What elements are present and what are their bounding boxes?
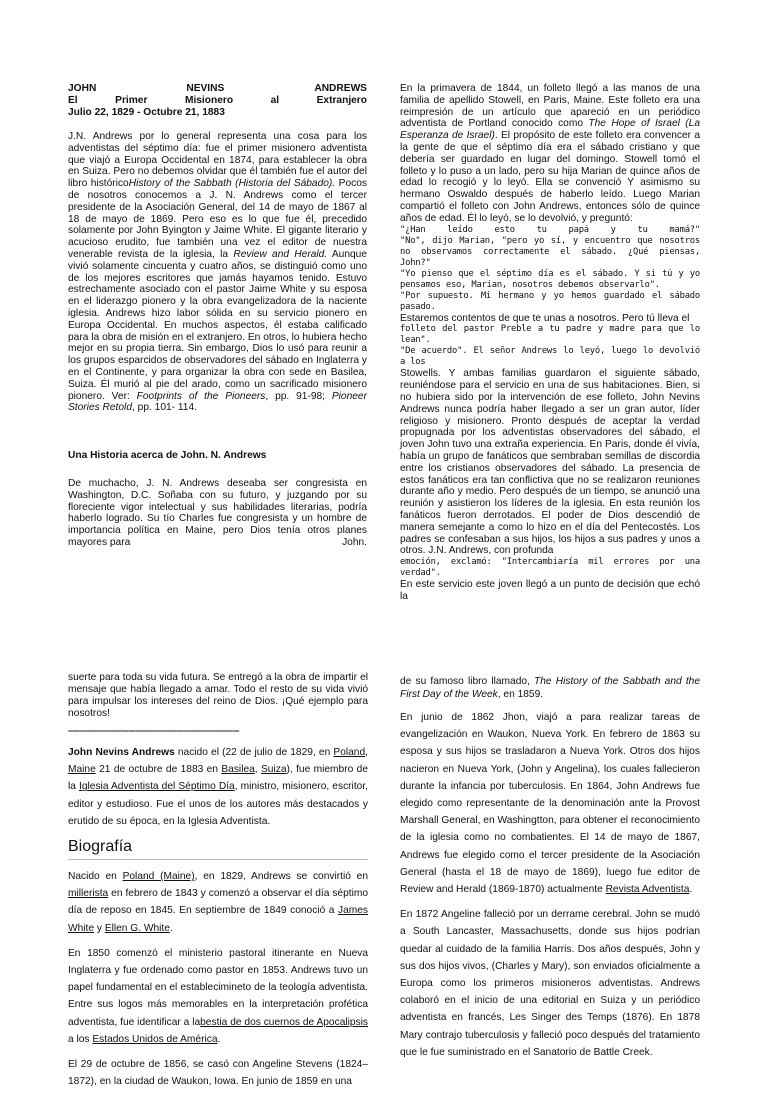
wiki-intro: John Nevins Andrews nacido el (22 de julio de 1829, en Poland, Maine 21 de octubre de 1883 en Basilea, Suiza), fue miembro de la Iglesia Adventista del Séptimo Día, ministro, misionero, escritor, editor y estudioso. Fue el unos de los autores más destacados y erutido de su época, en la Iglesia Adventista. <box>68 747 368 827</box>
reference-title: Footprints of the Pioneers <box>136 390 266 402</box>
reference-title: Pioneer Stories Retold <box>68 390 367 414</box>
subtitle-word: al <box>270 95 280 106</box>
link-poland[interactable]: Poland <box>333 747 366 758</box>
title-word: JOHN <box>68 83 97 94</box>
subtitle-word: Extranjero <box>316 95 367 106</box>
story-conclusion: suerte para toda su vida futura. Se entregó a la obra de impartir el mensaje que había llegado a amar. Todo el resto de su vida vivió para impulsar los intereses del reino de Dios. ¡Qué ejemplo para nosotros! <box>68 672 368 719</box>
link-eeuu[interactable]: Estados Unidos de América <box>92 1033 218 1045</box>
bio-paragraph: En 1872 Angeline falleció por un derrame cerebral. John se mudó a South Lancaster, Massachusetts, donde sus hijos podrían quedar al cuidado de la familia Harris. Dos años después, John y sus dos hijos vivos, (Charles y Mary), son enviados oficialmente a Europa como los primeros misioneros adventistas. Andrews colaboró en el inicio de una editorial en Suiza y un periódico adventista en francés, Les Singer des Temps (1876). En 1878 Mary contrajo tuberculosis y falleció poco después del tratamiento que le fue suministrado en el Sanatorio de Battle Creek. <box>400 909 700 1058</box>
subtitle-word: Primer <box>115 95 148 106</box>
link-basilea[interactable]: Basilea <box>221 764 255 776</box>
dialogue-line: "¿Han leído esto tu papá y tu mamá?" <box>400 224 700 235</box>
link-james-white[interactable]: James White <box>68 905 368 934</box>
dialogue-line: "Yo pienso que el séptimo día es el sábado. Y si tú y yo pensamos eso, Marian, nosotros debemos observarlo". <box>400 268 700 290</box>
link-suiza[interactable]: Suiza <box>261 764 287 776</box>
pamphlet-paragraph: En la primavera de 1844, un folleto llegó a las manos de una familia de apellido Stowell, en Paris, Maine. Este folleto era una reimpresión de un artículo que apareció en un periódico adventista de Portland conocido como The Hope of Israel (La Esperanza de Israel). El propósito de este folleto era convencer a la gente de que el séptimo día era el sábado cristiano y que debería ser guardado en lugar del domingo. Stowell tomó el folleto y lo puso a un lado, pero su hija Marian de quince años de edad lo recogió y lo leyó. Ella se convenció Y asimismo su hermano Oswaldo después de haberlo leído. Luego Marian compartió el folleto con John Andrews, entonces sólo de quince años de edad. Él lo leyó, se lo devolvió, y preguntó: <box>400 83 700 224</box>
link-maine[interactable]: Maine <box>68 764 96 776</box>
title-line-2 <box>68 95 367 107</box>
dialogue-line: "De acuerdo". El señor Andrews lo leyó, luego lo devolvió a los <box>400 346 700 368</box>
title-word: ANDREWS <box>314 83 367 94</box>
biography-heading: Biografía <box>68 838 368 860</box>
life-dates: Julio 22, 1829 - Octubre 21, 1883 <box>68 107 225 118</box>
story-text: Stowells. Y ambas familias guardaron el siguiente sábado, reuniéndose para el servicio en una de sus habitaciones. Bien, si no hubiera sido por la intervención de ese folleto, John Nevins Andrews nunca podría haber llegado a ser un gran autor, líder religioso y misionero. Pronto después de aceptar la verdad propugnada por los adventistas observadores del sábado, el joven John tuvo una extraña experiencia. En Paris, donde él vivía, había un grupo de fanáticos que sembraban semillas de discordia entre los cristianos observadores del sábado. La presencia de estos fanáticos era tan conflictiva que no se realizaron reuniones durante año y medio. Pero después de un tiempo, se anunció una reunión y asistieron los líderes de la iglesia. En esta reunión los fanáticos fueron derrotados. El poder de Dios descendió de manera semejante a como lo hizo en el día del Pentecostés. Los padres se confesaban a sus hijos, los hijos a sus padres y unos a otros. J.N. Andrews, con profunda <box>400 368 700 557</box>
link-revista-adventista[interactable]: Revista Adventista <box>605 884 690 896</box>
title-line-1 <box>68 83 367 95</box>
separator-line: ------------------------------------------------------------------------------- <box>68 726 239 735</box>
story-text: Estaremos contentos de que te unas a nosotros. Pero tú lleva el <box>400 312 690 324</box>
dialogue-line: "No", dijo Marian, "pero yo sí, y encuentro que nosotros no observamos correctamente el sábado. ¿Qué piensas, John?" <box>400 235 700 268</box>
link-iglesia-adventista[interactable]: Iglesia Adventista del Séptimo Día <box>79 781 235 793</box>
link-ellen-white[interactable]: Ellen G. White <box>104 922 170 934</box>
title-word: NEVINS <box>186 83 225 94</box>
dialogue-line: emoción, exclamó: "Intercambiaría mil errores por una verdad". <box>400 557 700 579</box>
link-poland-maine[interactable]: Poland (Maine) <box>122 871 195 883</box>
dialogue-line: folleto del pastor Preble a tu padre y madre para que lo lean". <box>400 324 700 346</box>
bio-paragraph: Nacido en Poland (Maine), en 1829, Andrews se convirtió en millerista en febrero de 1843 y comenzó a observar el día séptimo día de reposo en 1845. En septiembre de 1849 conoció a James White y Ellen G. White. <box>68 871 368 934</box>
story-heading: Una Historia acerca de John. N. Andrews <box>68 450 267 462</box>
magazine-title: Review and Herald. <box>233 248 328 260</box>
dialogue-line: "Por supuesto. Mi hermano y yo hemos guardado el sábado pasado. <box>400 290 700 312</box>
bottom-right-column <box>400 676 700 1069</box>
book-title: History of the Sabbath (Historia del Sábado). <box>128 178 336 190</box>
book-title: The History of the Sabbath and the First Day of the Week <box>400 676 700 700</box>
bio-paragraph: El 29 de octubre de 1856, se casó con Angeline Stevens (1824–1872), en la ciudad de Waukon, Iowa. En junio de 1859 en una <box>68 1059 368 1088</box>
top-left-column <box>68 83 367 549</box>
subject-name: John Nevins Andrews <box>68 747 175 758</box>
story-text: En este servicio este joven llegó a un punto de decisión que echó la <box>400 579 700 602</box>
subtitle-word: El <box>68 95 78 106</box>
bottom-left-column <box>68 672 368 1098</box>
bio-paragraph: En 1850 comenzó el ministerio pastoral itinerante en Nueva Inglaterra y fue ordenado como pastor en 1853. Andrews tuvo un papel fundamental en el establecimineto de la teología adventista. Entre sus logos más memorables en la interpretación profética adventista, fue identificar a labestia de dos cuernos de Apocalipsis a los Estados Unidos de América. <box>68 947 369 1045</box>
subtitle-word: Misionero <box>184 95 234 106</box>
bio-paragraph: de su famoso libro llamado, The History of the Sabbath and the First Day of the Week, en 1859. <box>400 676 700 700</box>
bio-paragraph: En junio de 1862 Jhon, viajó a para realizar tareas de evangelización en Waukon, Nueva York. En febrero de 1863 su esposa y sus hijos se trasladaron a Nueva York. Otros dos hijos nacieron en Nueva York, (John y Angelina), los cuales fallecieron durante la infancia por tuberculosis. En 1864, John Andrews fue elegido como representante de la denominación ante la Provost Marshall General, en Washingtton, para obtener el reconocimiento de la iglesia como no combatientes. El 14 de mayo de 1867, Andrews fue elegido como el tercer presidente de la Asociación General (hasta el 18 de mayo de 1869), luego fue editor de Review and Herald (1869-1870) actualmente Revista Adventista. <box>400 712 700 896</box>
wiki-section <box>68 744 368 1090</box>
intro-paragraph: J.N. Andrews por lo general representa una cosa para los adventistas del séptimo día: fue el primer misionero adventista que viajó a Europa Occidental en 1874, para establecer la obra en Suiza. Pero no debemos olvidar que él también fue el autor del libro históricoHistory of the Sabbath (Historia del Sábado). Pocos de nosotros conocemos a J. N. Andrews como el tercer presidente de la Asociación General, del 14 de mayo de 1867 al 18 de mayo de 1869. Pero eso es lo que fue él, precedido solamente por John Byington y Jaime White. El gigante literario y acucioso erudito, fue también una vez el editor de nuestra venerable revista de la iglesia, la Review and Herald. Aunque vivió solamente cincuenta y cuatro años, se distinguió como uno de los mejores escritores que jamás hayamos tenido. Estuvo estrechamente asociado con el pastor Jaime White y su esposa en el liderazgo pionero y la obra evangelizadora de la naciente iglesia. Andrews hizo labor sólida en su servicio pionero en Europa Occidental. En muchos aspectos, él estaba calificado para la obra de misión en el extranjero. En otros, lo hubiera hecho mejor en su propia tierra. Sin embargo, Dios lo usó para reunir a los grupos esparcidos de observadores del sábado en Inglaterra y en el Continente, y para organizar la obra con sede en Basilea, Suiza. Él murió al pie del arado, como un sacrificado misionero pionero. Ver: Footprints of the Pioneers, pp. 91-98; Pioneer Stories Retold, pp. 101- 114. <box>68 131 367 414</box>
link-bestia[interactable]: bestia de dos cuernos de Apocalipsis <box>200 1016 369 1028</box>
periodical-title: The Hope of Israel <box>588 118 680 130</box>
link-millerista[interactable]: millerista <box>68 888 109 900</box>
top-right-column <box>400 83 700 603</box>
story-paragraph: De muchacho, J. N. Andrews deseaba ser congresista en Washington, D.C. Soñaba con su futuro, y juzgando por su floreciente vigor intelectual y sus habilidades literarias, podría haberlo logrado. Su tío Charles fue congresista y un hombre de importancia política en Maine, pero Dios tenía otros planes mayores para <box>68 477 367 548</box>
story-paragraph-end: John. <box>342 536 367 548</box>
